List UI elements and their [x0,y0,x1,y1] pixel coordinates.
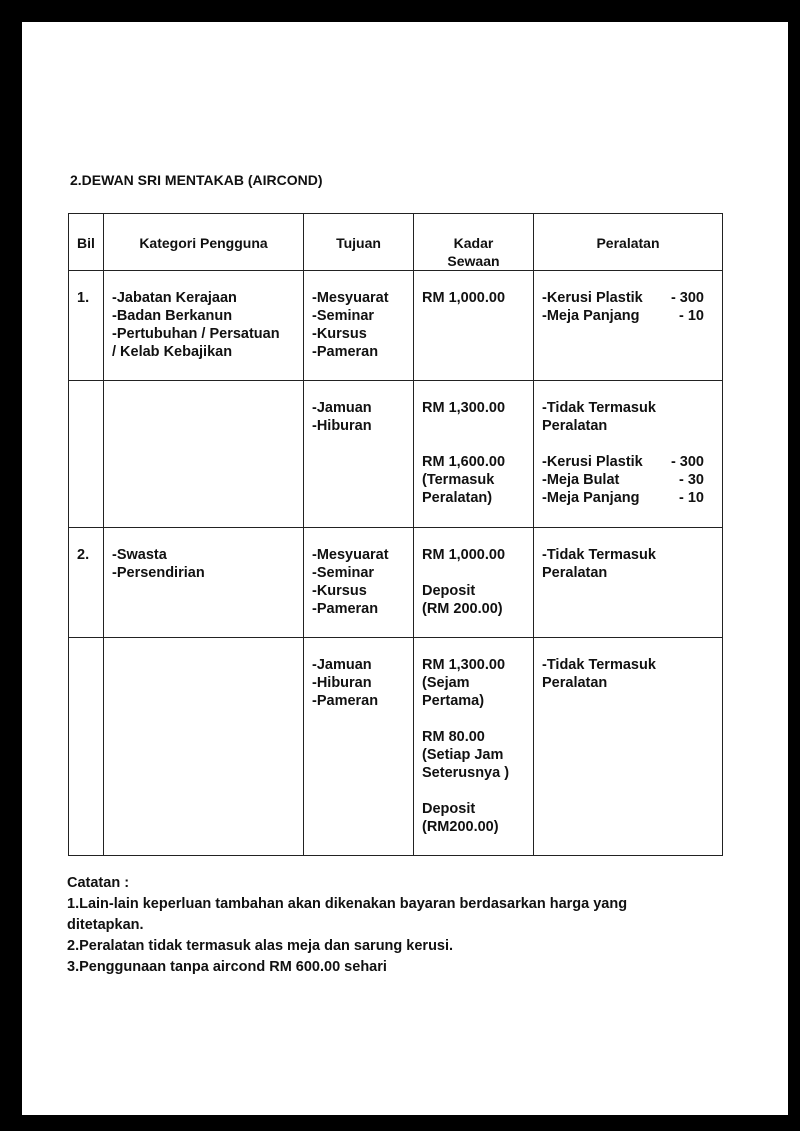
page-title: 2.DEWAN SRI MENTAKAB (AIRCOND) [70,172,323,188]
cell-peralatan [534,271,723,381]
table-row [69,528,723,638]
row-number: 1. [77,290,90,306]
cell-bil [69,638,104,856]
kategori-item: -Swasta [112,547,167,563]
cell-kadar [414,381,534,528]
tujuan-item: -Kursus [312,583,367,599]
tujuan-item: -Seminar [312,308,375,324]
cell-bil [69,381,104,528]
equipment-note: Peralatan [542,418,608,434]
equipment-line [542,453,704,471]
kategori-item: / Kelab Kebajikan [112,344,233,360]
rental-rates-table [68,213,723,856]
equipment-note: Peralatan [542,675,608,691]
equipment-line [542,489,704,507]
deposit-label: Deposit [422,801,476,817]
header-tujuan: Tujuan [304,214,414,271]
tujuan-item: -Seminar [312,565,375,581]
equipment-item: -Meja Panjang [542,490,640,506]
cell-kategori [104,381,304,528]
cell-peralatan [534,381,723,528]
tujuan-item: -Jamuan [312,657,372,673]
equipment-item: -Meja Panjang [542,308,640,324]
tujuan-item: -Kursus [312,326,367,342]
deposit-value: (RM 200.00) [422,601,503,617]
kadar-value: RM 1,000.00 [422,290,506,306]
table-header-row [69,214,723,271]
tujuan-item: -Pameran [312,601,379,617]
kadar-note: Seterusnya ) [422,765,510,781]
kategori-item: -Pertubuhan / Persatuan [112,326,280,342]
cell-tujuan [304,271,414,381]
kadar-note: Peralatan) [422,490,493,506]
equipment-item: -Kerusi Plastik [542,454,643,470]
equipment-line [542,289,704,307]
tujuan-item: -Mesyuarat [312,290,389,306]
tujuan-item: -Pameran [312,693,379,709]
kadar-note: (Setiap Jam [422,747,504,763]
kategori-item: -Persendirian [112,565,205,581]
equipment-qty: - 300 [670,290,704,306]
table-row [69,271,723,381]
kadar-note: (Sejam [422,675,470,691]
header-kadar [414,214,534,271]
notes-section [67,873,687,978]
cell-tujuan [304,381,414,528]
header-kategori: Kategori Pengguna [104,214,304,271]
notes-heading: Catatan : [67,875,130,891]
cell-kadar [414,271,534,381]
equipment-item: -Kerusi Plastik [542,290,643,306]
equipment-qty: - 30 [679,472,704,488]
equipment-note: -Tidak Termasuk [542,657,656,673]
cell-peralatan [534,638,723,856]
kadar-note: (Termasuk [422,472,495,488]
row-number: 2. [77,547,90,563]
cell-kadar [414,638,534,856]
equipment-qty: - 10 [679,308,704,324]
cell-bil [69,271,104,381]
equipment-line [542,307,704,325]
header-peralatan: Peralatan [534,214,723,271]
note-item: 2.Peralatan tidak termasuk alas meja dan sarung kerusi. [67,938,454,954]
note-item: 1.Lain-lain keperluan tambahan akan dikenakan bayaran berdasarkan harga yang ditetapkan. [67,896,628,933]
kategori-item: -Jabatan Kerajaan [112,290,237,306]
tujuan-item: -Hiburan [312,675,372,691]
deposit-label: Deposit [422,583,476,599]
tujuan-item: -Jamuan [312,400,372,416]
cell-bil [69,528,104,638]
kategori-item: -Badan Berkanun [112,308,233,324]
table-row [69,381,723,528]
equipment-note: -Tidak Termasuk [542,547,656,563]
equipment-line [542,471,704,489]
header-kadar-line-2: Sewaan [447,253,500,269]
equipment-qty: - 10 [679,490,704,506]
equipment-item: -Meja Bulat [542,472,620,488]
kadar-value: RM 1,000.00 [422,547,506,563]
cell-tujuan [304,638,414,856]
table-row [69,638,723,856]
tujuan-item: -Hiburan [312,418,372,434]
cell-kategori [104,528,304,638]
tujuan-item: -Pameran [312,344,379,360]
tujuan-item: -Mesyuarat [312,547,389,563]
kadar-value: RM 80.00 [422,729,485,745]
cell-kategori [104,271,304,381]
note-item: 3.Penggunaan tanpa aircond RM 600.00 sehari [67,959,387,975]
kadar-value: RM 1,300.00 [422,657,506,673]
header-kadar-line-1: Kadar [453,235,494,251]
deposit-value: (RM200.00) [422,819,499,835]
kadar-note: Pertama) [422,693,485,709]
equipment-qty: - 300 [670,454,704,470]
kadar-value: RM 1,300.00 [422,400,506,416]
cell-tujuan [304,528,414,638]
equipment-note: -Tidak Termasuk [542,400,656,416]
cell-peralatan [534,528,723,638]
cell-kategori [104,638,304,856]
cell-kadar [414,528,534,638]
header-bil: Bil [69,214,104,271]
equipment-note: Peralatan [542,565,608,581]
kadar-value: RM 1,600.00 [422,454,506,470]
